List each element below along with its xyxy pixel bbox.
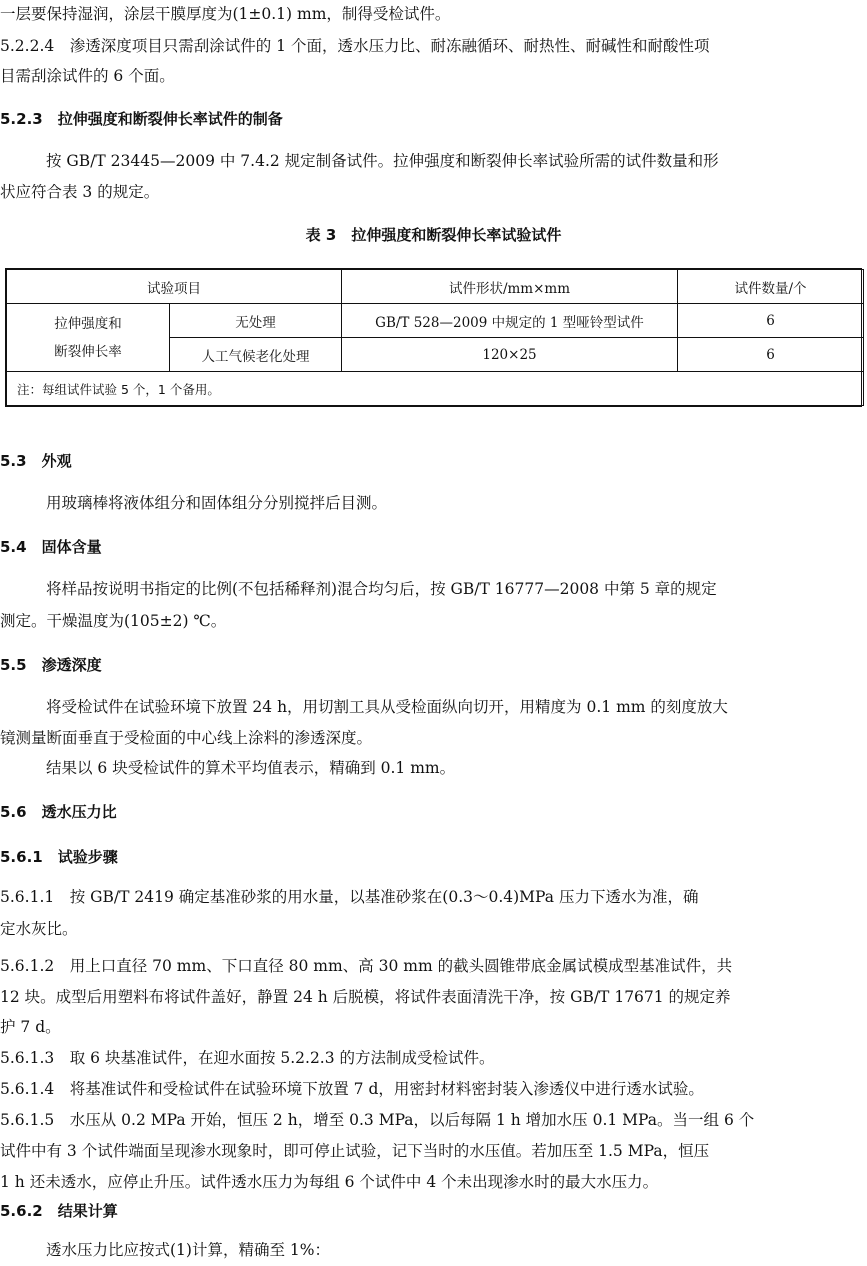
- table-cell: 120×25: [342, 338, 678, 372]
- table-header-cell: 试件形状/mm×mm: [342, 270, 678, 304]
- text-line: 一层要保持湿润，涂层干膜厚度为(1±0.1) mm，制得受检试件。: [0, 5, 451, 23]
- text-line: 12 块。成型后用塑料布将试件盖好，静置 24 h 后脱模，将试件表面清洗干净，按 GB/T 17671 的规定养: [0, 988, 731, 1006]
- text-line: 试件中有 3 个试件端面呈现渗水现象时，即可停止试验，记下当时的水压值。若加压至 1.5 MPa，恒压: [0, 1142, 710, 1160]
- text-line: 5.6.1.2 用上口直径 70 mm、下口直径 80 mm、高 30 mm 的截头圆锥带底金属试模成型基准试件，共: [0, 957, 733, 975]
- text-line: 定水灰比。: [0, 920, 78, 938]
- text-line: 用玻璃棒将液体组分和固体组分分别搅拌后目测。: [46, 494, 388, 512]
- group-label-line: 断裂伸长率: [54, 343, 122, 360]
- text-line: 将样品按说明书指定的比例(不包括稀释剂)混合均匀后，按 GB/T 16777—2008 中第 5 章的规定: [46, 580, 717, 598]
- text-line: 按 GB/T 23445—2009 中 7.4.2 规定制备试件。拉伸强度和断裂伸长率试验所需的试件数量和形: [46, 152, 719, 170]
- text-line: 护 7 d。: [0, 1018, 61, 1036]
- text-line: 结果以 6 块受检试件的算术平均值表示，精确到 0.1 mm。: [46, 759, 456, 777]
- section-heading-5-6: 5.6 透水压力比: [0, 803, 117, 821]
- text-line: 状应符合表 3 的规定。: [0, 183, 160, 201]
- text-line: 将受检试件在试验环境下放置 24 h，用切割工具从受检面纵向切开，用精度为 0.1 mm 的刻度放大: [46, 698, 728, 716]
- text-line: 5.6.1.5 水压从 0.2 MPa 开始，恒压 2 h，增至 0.3 MPa，以后每隔 1 h 增加水压 0.1 MPa。当一组 6 个: [0, 1111, 755, 1129]
- section-heading-5-6-1: 5.6.1 试验步骤: [0, 848, 118, 866]
- section-heading-5-5: 5.5 渗透深度: [0, 656, 102, 674]
- text-line: 5.2.2.4 渗透深度项目只需刮涂试件的 1 个面，透水压力比、耐冻融循环、耐热性、耐碱性和耐酸性项: [0, 37, 710, 55]
- section-heading-5-4: 5.4 固体含量: [0, 538, 102, 556]
- table-cell: 6: [678, 338, 864, 372]
- table-header-cell: 试验项目: [7, 270, 342, 304]
- text-line: 1 h 还未透水，应停止升压。试件透水压力为每组 6 个试件中 4 个未出现渗水时的最大水压力。: [0, 1173, 659, 1191]
- table-cell: 人工气候老化处理: [170, 338, 342, 372]
- section-heading-5-2-3: 5.2.3 拉伸强度和断裂伸长率试件的制备: [0, 110, 283, 128]
- table-row: [7, 304, 864, 338]
- table-group-label: [7, 304, 170, 372]
- table-cell: 6: [678, 304, 864, 338]
- specimen-table: [5, 268, 862, 407]
- text-line: 5.6.1.3 取 6 块基准试件，在迎水面按 5.2.2.3 的方法制成受检试件。: [0, 1049, 495, 1067]
- text-line: 5.6.1.1 按 GB/T 2419 确定基准砂浆的用水量，以基准砂浆在(0.3～0.4)MPa 压力下透水为准，确: [0, 888, 699, 906]
- table-header-cell: 试件数量/个: [678, 270, 864, 304]
- table-note: 注：每组试件试验 5 个，1 个备用。: [7, 372, 864, 406]
- text-line: 目需刮涂试件的 6 个面。: [0, 67, 175, 85]
- table-cell: GB/T 528—2009 中规定的 1 型哑铃型试件: [342, 304, 678, 338]
- text-line: 测定。干燥温度为(105±2) ℃。: [0, 612, 227, 630]
- table-cell: 无处理: [170, 304, 342, 338]
- text-line: 透水压力比应按式(1)计算，精确至 1%：: [46, 1241, 330, 1259]
- table-caption: 表 3 拉伸强度和断裂伸长率试验试件: [305, 226, 562, 244]
- text-line: 镜测量断面垂直于受检面的中心线上涂料的渗透深度。: [0, 729, 373, 747]
- group-label-line: 拉伸强度和: [54, 315, 122, 332]
- section-heading-5-6-2: 5.6.2 结果计算: [0, 1202, 118, 1220]
- text-line: 5.6.1.4 将基准试件和受检试件在试验环境下放置 7 d，用密封材料密封装入渗透仪中进行透水试验。: [0, 1080, 704, 1098]
- section-heading-5-3: 5.3 外观: [0, 452, 72, 470]
